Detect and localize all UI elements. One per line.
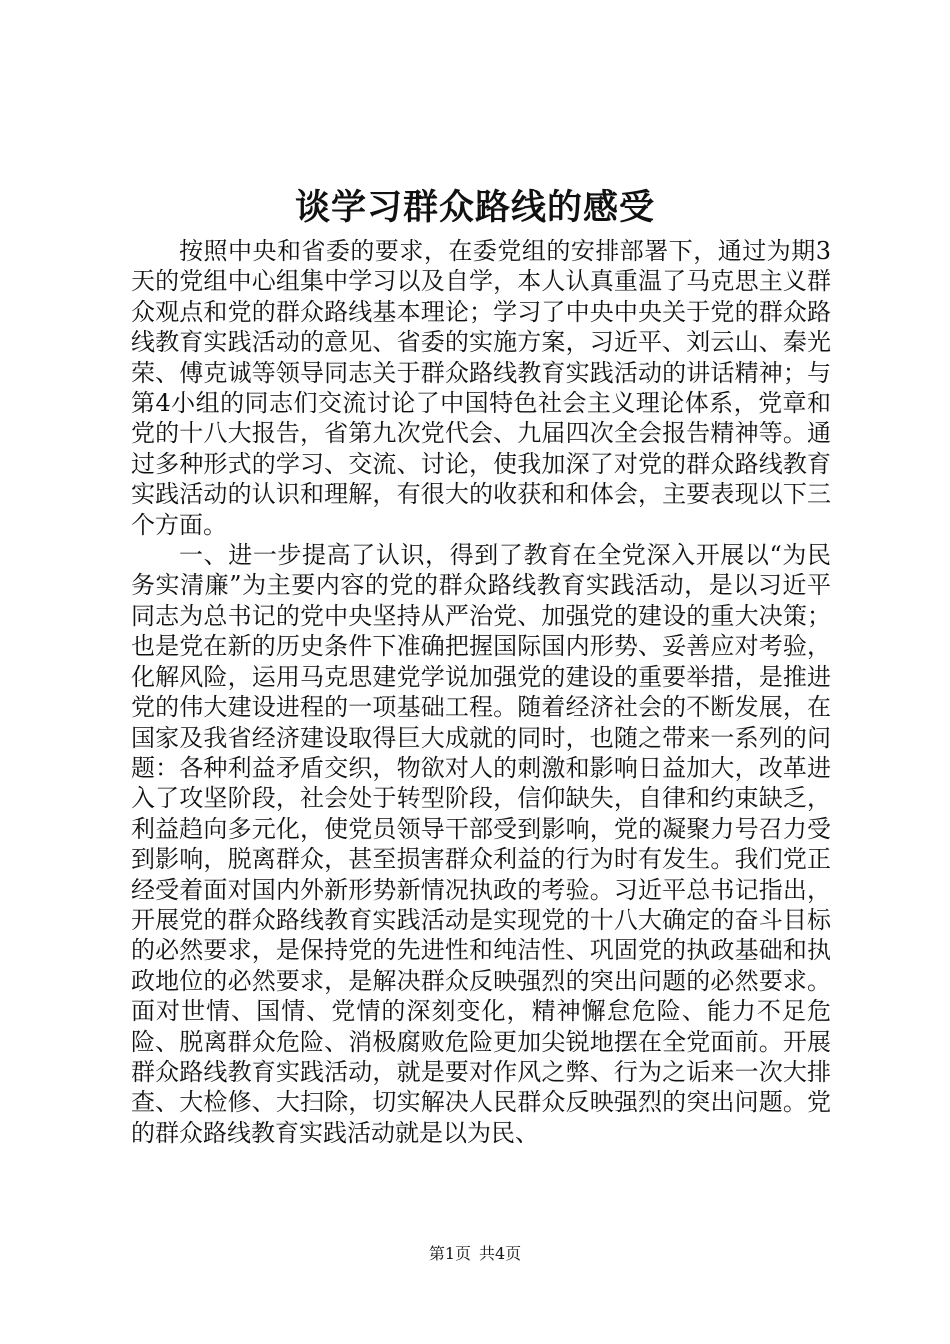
page-total: 共4页 bbox=[479, 1244, 522, 1263]
page-number: 第1页 bbox=[428, 1244, 471, 1263]
document-title: 谈学习群众路线的感受 bbox=[294, 188, 655, 228]
paragraph-section-one: 一、进一步提高了认识，得到了教育在全党深入开展以“为民务实清廉”为主要内容的党的群众路线教育实践活动，是以习近平同志为总书记的党中央坚持从严治党、加强党的建设的重大决策；也是党在新的历史条件下准确把握国际国内形势、妥善应对考验，化解风险，运用马克思建党学说加强党的建设的重要举措，是推进党的伟大建设进程的一项基础工程。随着经济社会的不断发展，在国家及我省经济建设取得巨大成就的同时，也随之带来一系列的问题：各种利益矛盾交织，物欲对人的刺激和影响日益加大，改革进入了攻坚阶段，社会处于转型阶段，信仰缺失，自律和约束缺乏，利益趋向多元化，使党员领导干部受到影响，党的凝聚力号召力受到影响，脱离群众，甚至损害群众利益的行为时有发生。我们党正经受着面对国内外新形势新情况执政的考验。习近平总书记指出，开展党的群众路线教育实践活动是实现党的十八大确定的奋斗目标的必然要求，是保持党的先进性和纯洁性、巩固党的执政基础和执政地位的必然要求，是解决群众反映强烈的突出问题的必然要求。面对世情、国情、党情的深刻变化，精神懈怠危险、能力不足危险、脱离群众危险、消极腐败危险更加尖锐地摆在全党面前。开展群众路线教育实践活动，就是要对作风之弊、行为之诟来一次大排查、大检修、大扫除，切实解决人民群众反映强烈的突出问题。党的群众路线教育实践活动就是以为民、 bbox=[131, 541, 831, 1147]
paragraph-intro: 按照中央和省委的要求，在委党组的安排部署下，通过为期3天的党组中心组集中学习以及自学，本人认真重温了马克思主义群众观点和党的群众路线基本理论；学习了中央中央关于党的群众路线教育实践活动的意见、省委的实施方案，习近平、刘云山、秦光荣、傅克诚等领导同志关于群众路线教育实践活动的讲话精神；与第4小组的同志们交流讨论了中国特色社会主义理论体系，党章和党的十八大报告，省第九次党代会、九届四次全会报告精神等。通过多种形式的学习、交流、讨论，使我加深了对党的群众路线教育实践活动的认识和理解，有很大的收获和和体会，主要表现以下三个方面。 bbox=[131, 237, 831, 539]
page-footer bbox=[0, 1243, 950, 1265]
document-body bbox=[131, 236, 831, 1148]
